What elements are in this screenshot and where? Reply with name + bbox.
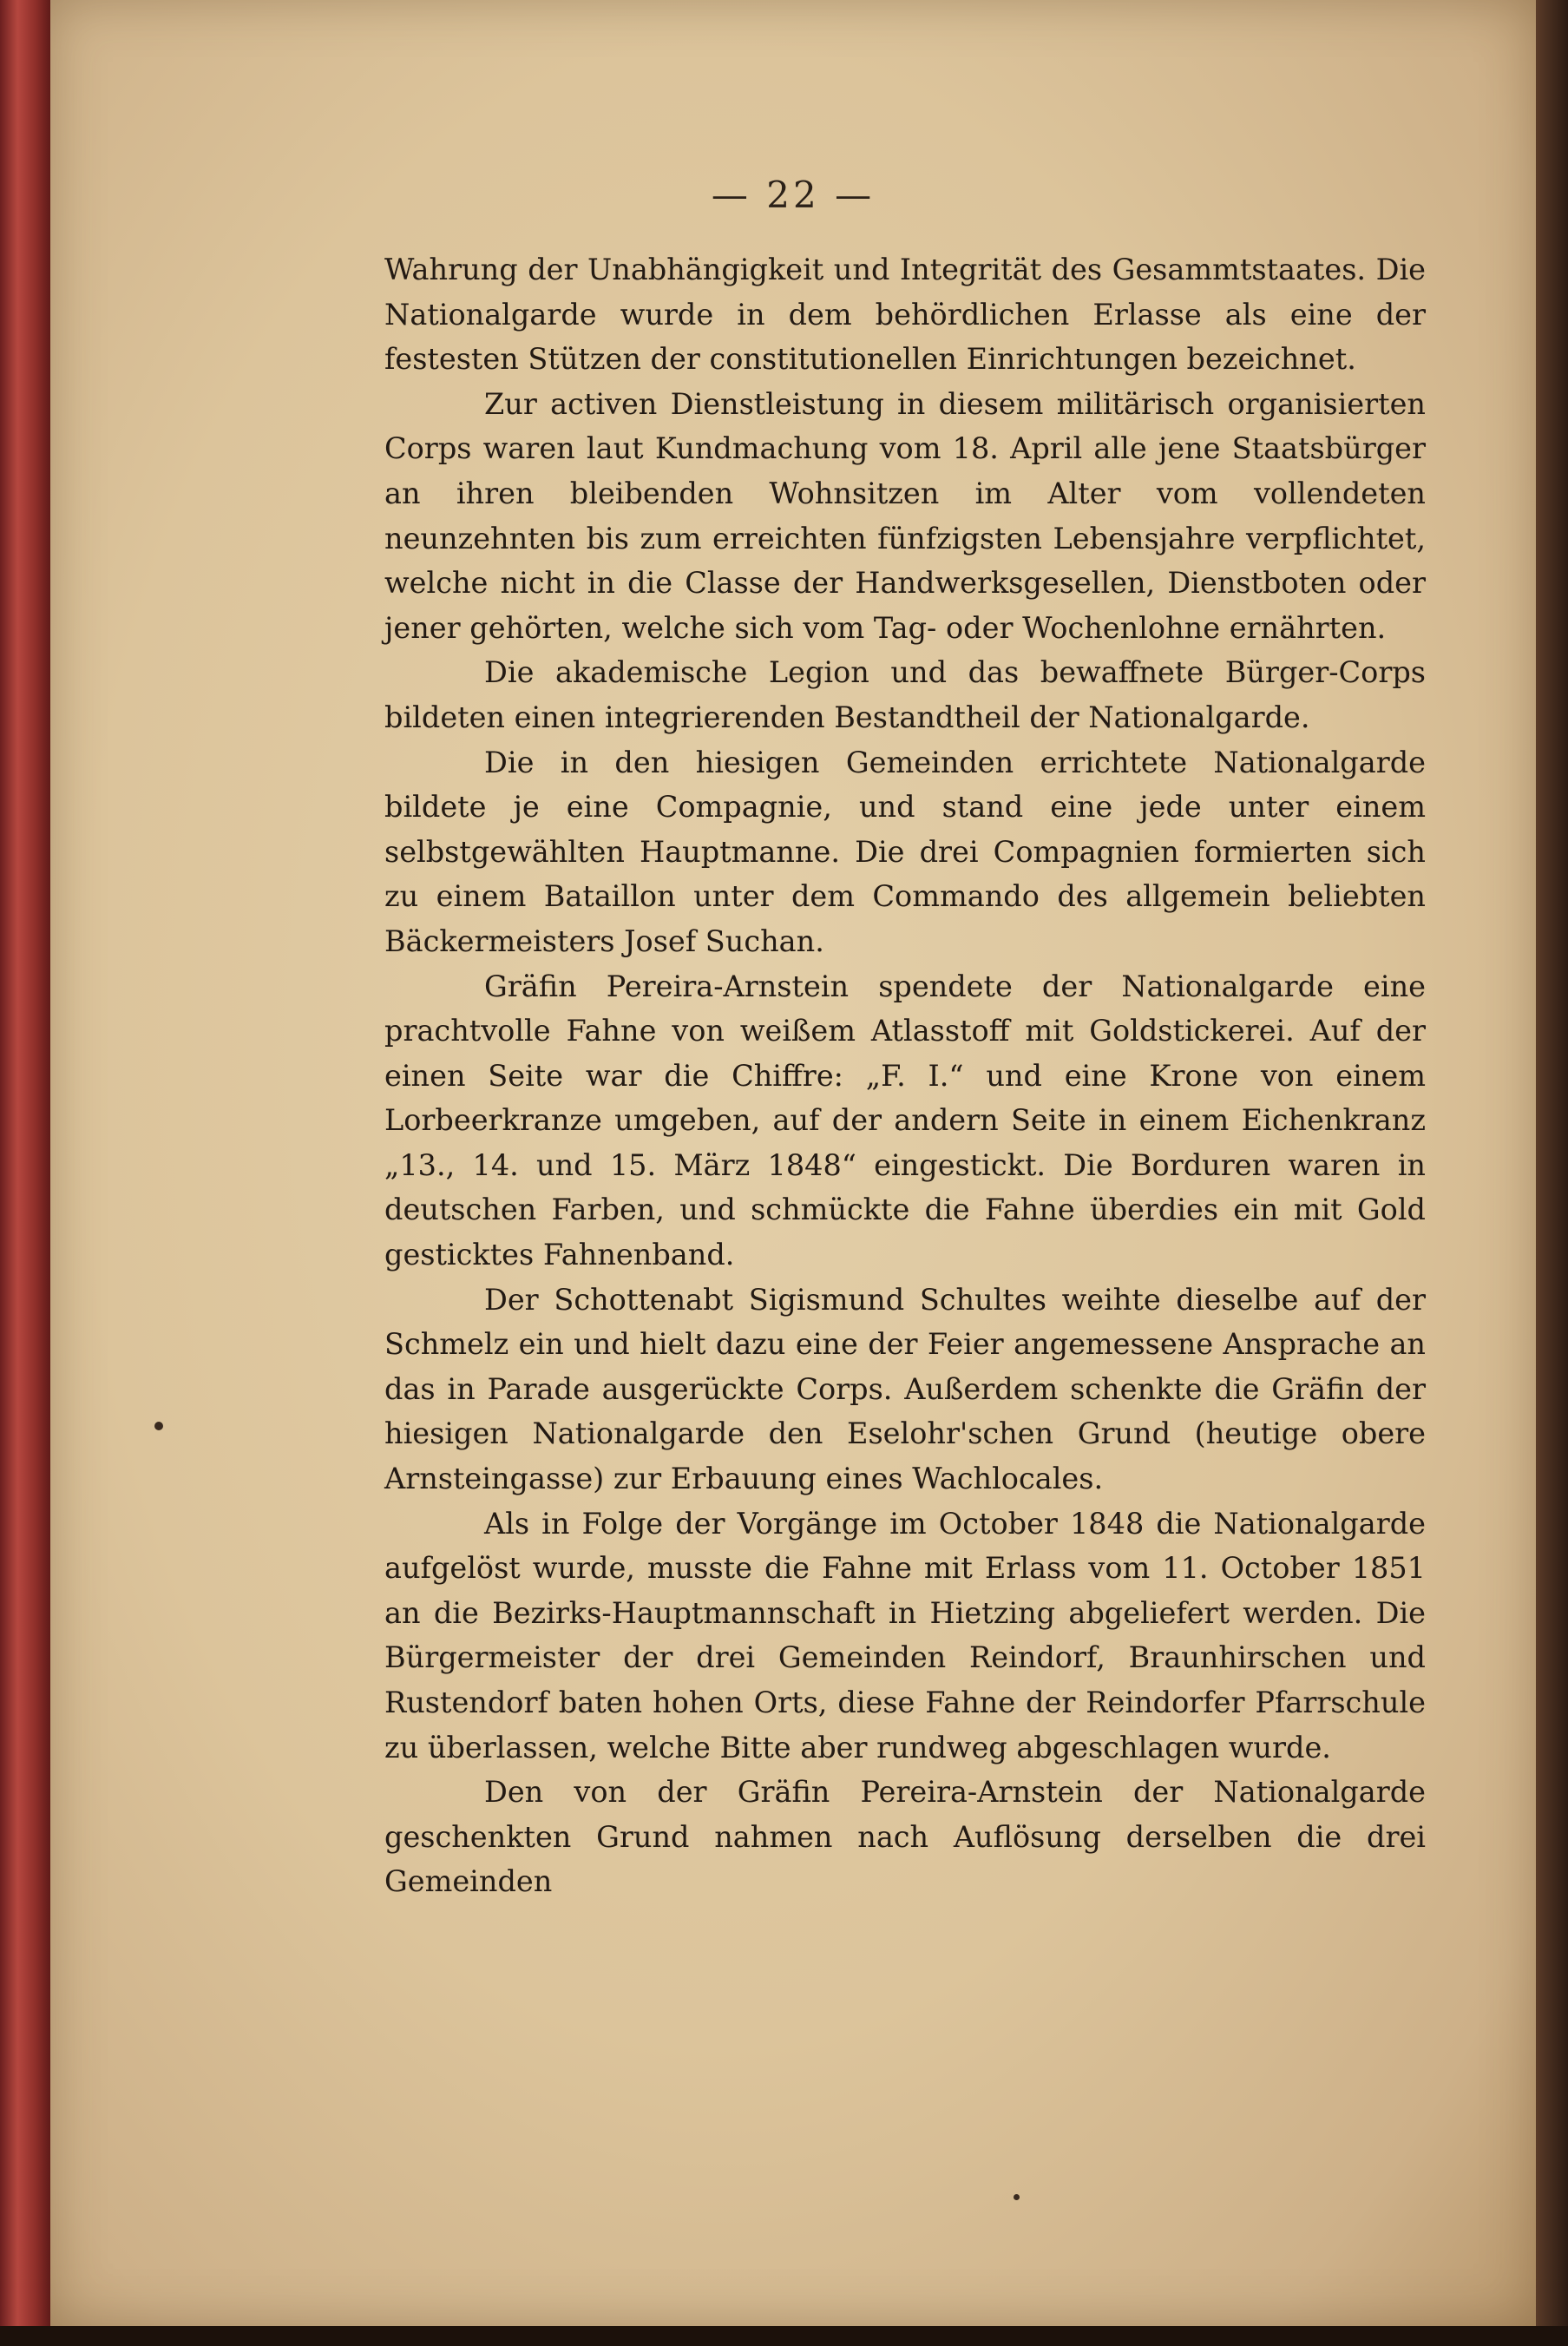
paragraph-4: Die in den hiesigen Gemeinden errichtete Nationalgarde bildete je eine Compagnie, und stand eine jede unter einem selbstgewählten Hauptmanne. Die drei Compagnien formierten sich zu einem Bataillon unter dem Commando des allgemein beliebten Bäckermeisters Josef Suchan.: [384, 745, 1426, 958]
page-text: [384, 247, 1426, 1904]
paragraph-8: Den von der Gräfin Pereira-Arnstein der Nationalgarde geschenkten Grund nahmen nach Auflösung derselben die drei Gemeinden: [384, 1775, 1426, 1899]
paragraph-3: Die akademische Legion und das bewaffnete Bürger-Corps bildeten einen integrierenden Bestandtheil der Nationalgarde.: [384, 655, 1426, 734]
paragraph-5: Gräfin Pereira-Arnstein spendete der Nationalgarde eine prachtvolle Fahne von weißem Atlasstoff mit Goldstickerei. Auf der einen Seite war die Chiffre: „F. I.“ und eine Krone von einem Lorbeerkranze umgeben, auf der andern Seite in einem Eichenkranz „13., 14. und 15. März 1848“ eingestickt. Die Borduren waren in deutschen Farben, und schmückte die Fahne überdies ein mit Gold gesticktes Fahnenband.: [384, 969, 1426, 1272]
book-page: [50, 0, 1536, 2326]
paragraph-1: Wahrung der Unabhängigkeit und Integrität des Gesammtstaates. Die Nationalgarde wurde in dem behördlichen Erlasse als eine der festesten Stützen der constitutionellen Einrichtungen bezeichnet.: [384, 253, 1426, 377]
right-page-edge: [1536, 0, 1568, 2346]
page-number: — 22 —: [711, 174, 876, 216]
bottom-edge: [0, 2326, 1568, 2346]
ink-spot: [1014, 2194, 1020, 2200]
paragraph-6: Der Schottenabt Sigismund Schultes weihte dieselbe auf der Schmelz ein und hielt dazu eine der Feier angemessene Ansprache an das in Parade ausgerückte Corps. Außerdem schenkte die Gräfin der hiesigen Nationalgarde den Eselohr'schen Grund (heutige obere Arnsteingasse) zur Erbauung eines Wachlocales.: [384, 1282, 1426, 1496]
ink-spot: [154, 1422, 163, 1430]
paragraph-7: Als in Folge der Vorgänge im October 1848 die Nationalgarde aufgelöst wurde, musste die Fahne mit Erlass vom 11. October 1851 an die Bezirks-Hauptmannschaft in Hietzing abgeliefert werden. Die Bürgermeister der drei Gemeinden Reindorf, Braunhirschen und Rustendorf baten hohen Orts, diese Fahne der Reindorfer Pfarrschule zu überlassen, welche Bitte aber rundweg abgeschlagen wurde.: [384, 1506, 1426, 1764]
book-spine-edge: [0, 0, 50, 2346]
paragraph-2: Zur activen Dienstleistung in diesem militärisch organisierten Corps waren laut Kundmachung vom 18. April alle jene Staatsbürger an ihren bleibenden Wohnsitzen im Alter vom vollendeten neunzehnten bis zum erreichten fünfzigsten Lebensjahre verpflichtet, welche nicht in die Classe der Handwerksgesellen, Dienstboten oder jener gehörten, welche sich vom Tag- oder Wochenlohne ernährten.: [384, 386, 1426, 645]
